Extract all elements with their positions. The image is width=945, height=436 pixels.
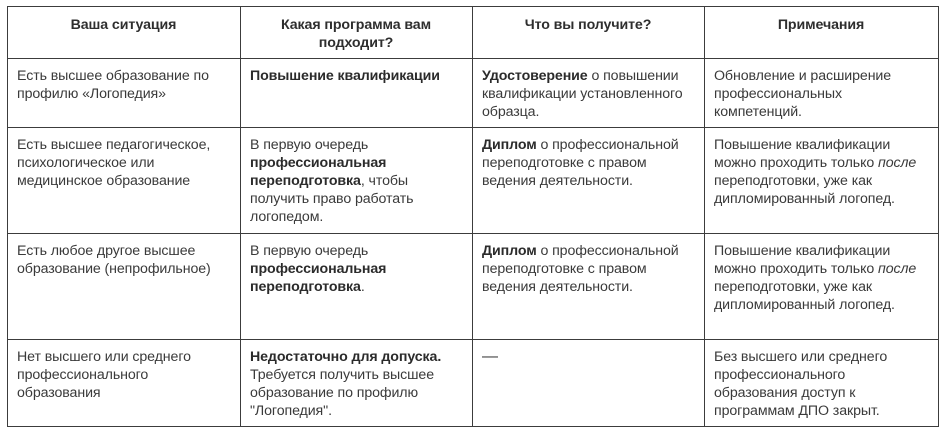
- notes-post-text: переподготовки, уже как дипломированный логопед.: [714, 279, 895, 313]
- program-post-text: , чтобы получить право работать логопедом.: [250, 173, 414, 225]
- program-bold-text: Повышение квалификации: [250, 68, 440, 84]
- header-result: Что вы получите?: [473, 7, 705, 59]
- notes-italic-text: после: [877, 155, 917, 171]
- program-bold-text: профессиональная переподготовка: [250, 155, 387, 189]
- dash-placeholder: —: [482, 348, 498, 365]
- notes-pre-text: Повышение квалификации можно проходить только: [714, 137, 891, 171]
- notes-pre-text: Без высшего или среднего профессионального образования доступ к программам ДПО закрыт.: [714, 349, 888, 419]
- program-pre-text: В первую очередь: [250, 137, 369, 153]
- result-bold-text: Диплом: [482, 137, 537, 153]
- cell-program: [241, 128, 473, 234]
- table-row: [8, 59, 939, 128]
- result-bold-text: Удостоверение: [482, 68, 588, 84]
- cell-notes: [705, 340, 939, 427]
- cell-situation: Есть высшее педагогическое, психологическое или медицинское образование: [8, 128, 241, 234]
- table-row: [8, 234, 939, 340]
- cell-notes: [705, 234, 939, 340]
- table-row: [8, 340, 939, 427]
- header-situation: Ваша ситуация: [8, 7, 241, 59]
- program-post-text: Требуется получить высшее образование по профилю "Логопедия".: [250, 367, 434, 419]
- cell-program: [241, 59, 473, 128]
- cell-situation: Нет высшего или среднего профессионального образования: [8, 340, 241, 427]
- program-pre-text: В первую очередь: [250, 243, 369, 259]
- notes-italic-text: после: [877, 261, 917, 277]
- table-row: [8, 128, 939, 234]
- cell-result: [473, 128, 705, 234]
- cell-result-empty: [473, 340, 705, 427]
- notes-post-text: переподготовки, уже как дипломированный логопед.: [714, 173, 895, 207]
- program-post-text: .: [360, 279, 365, 295]
- result-text: о повышении квалификации установленного образца.: [482, 68, 683, 120]
- notes-pre-text: Повышение квалификации можно проходить только: [714, 243, 891, 277]
- cell-notes: [705, 128, 939, 234]
- cell-program: [241, 234, 473, 340]
- cell-situation: Есть высшее образование по профилю «Логопедия»: [8, 59, 241, 128]
- education-options-table: [7, 6, 939, 427]
- result-bold-text: Диплом: [482, 243, 537, 259]
- cell-result: [473, 234, 705, 340]
- notes-pre-text: Обновление и расширение профессиональных компетенций.: [714, 68, 892, 120]
- cell-program: [241, 340, 473, 427]
- cell-result: [473, 59, 705, 128]
- result-text: о профессиональной переподготовке с правом ведения деятельности.: [482, 243, 679, 295]
- cell-notes: [705, 59, 939, 128]
- result-text: о профессиональной переподготовке с правом ведения деятельности.: [482, 137, 679, 189]
- program-bold-text: профессиональная переподготовка: [250, 261, 387, 295]
- program-bold-text: Недостаточно для допуска.: [250, 349, 442, 365]
- header-notes: Примечания: [705, 7, 939, 59]
- cell-situation: Есть любое другое высшее образование (непрофильное): [8, 234, 241, 340]
- header-program: Какая программа вам подходит?: [241, 7, 473, 59]
- table-header-row: [8, 7, 939, 59]
